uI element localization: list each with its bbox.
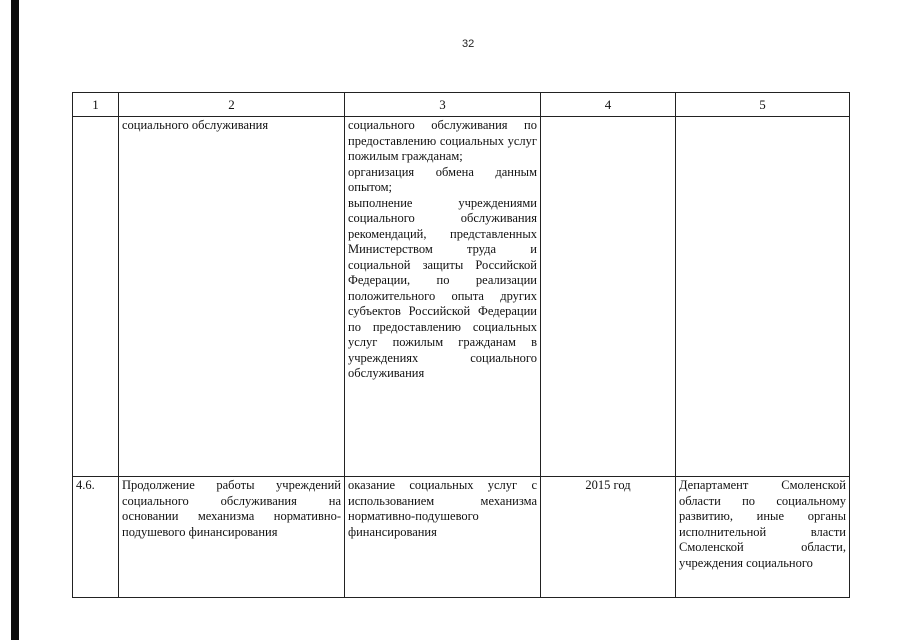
- header-col-2: 2: [119, 93, 345, 117]
- header-col-1: 1: [73, 93, 119, 117]
- header-col-4: 4: [541, 93, 676, 117]
- page-number: 32: [462, 38, 475, 50]
- table-header-row: [73, 93, 850, 117]
- header-col-3: 3: [345, 93, 541, 117]
- measures-table: [72, 92, 850, 598]
- content-cell: [345, 477, 541, 598]
- table-row: [73, 477, 850, 598]
- header-col-5: 5: [676, 93, 850, 117]
- row-number-cell: [73, 117, 119, 477]
- content-paragraph: оказание социальных услуг с использованием механизма нормативно-подушевого финансирования: [348, 478, 537, 539]
- content-paragraph: социального обслуживания по предоставлению социальных услуг пожилым гражданам;: [348, 118, 537, 163]
- content-paragraph: организация обмена данным опытом;: [348, 164, 537, 194]
- measure-cell: социального обслуживания: [119, 117, 345, 477]
- term-cell: [541, 117, 676, 477]
- executor-cell: [676, 117, 850, 477]
- content-paragraph: выполнение учреждениями социального обслуживания рекомендаций, представленных Министерством труда и социальной защиты Российской Федерации, по реализации положительного опыта других субъектов Российской Федерации по предоставлению социальных услуг пожилым гражданам в учреждениях социального обслуживания: [348, 195, 537, 380]
- table-row: [73, 117, 850, 477]
- executor-cell: Департамент Смоленской области по социальному развитию, иные органы исполнительной власти Смоленской области, учреждения социального: [676, 477, 850, 598]
- content-cell: [345, 117, 541, 477]
- scan-border: [11, 0, 19, 640]
- term-cell: 2015 год: [541, 477, 676, 598]
- measure-cell: Продолжение работы учреждений социального обслуживания на основании механизма нормативно-подушевого финансирования: [119, 477, 345, 598]
- row-number-cell: 4.6.: [73, 477, 119, 598]
